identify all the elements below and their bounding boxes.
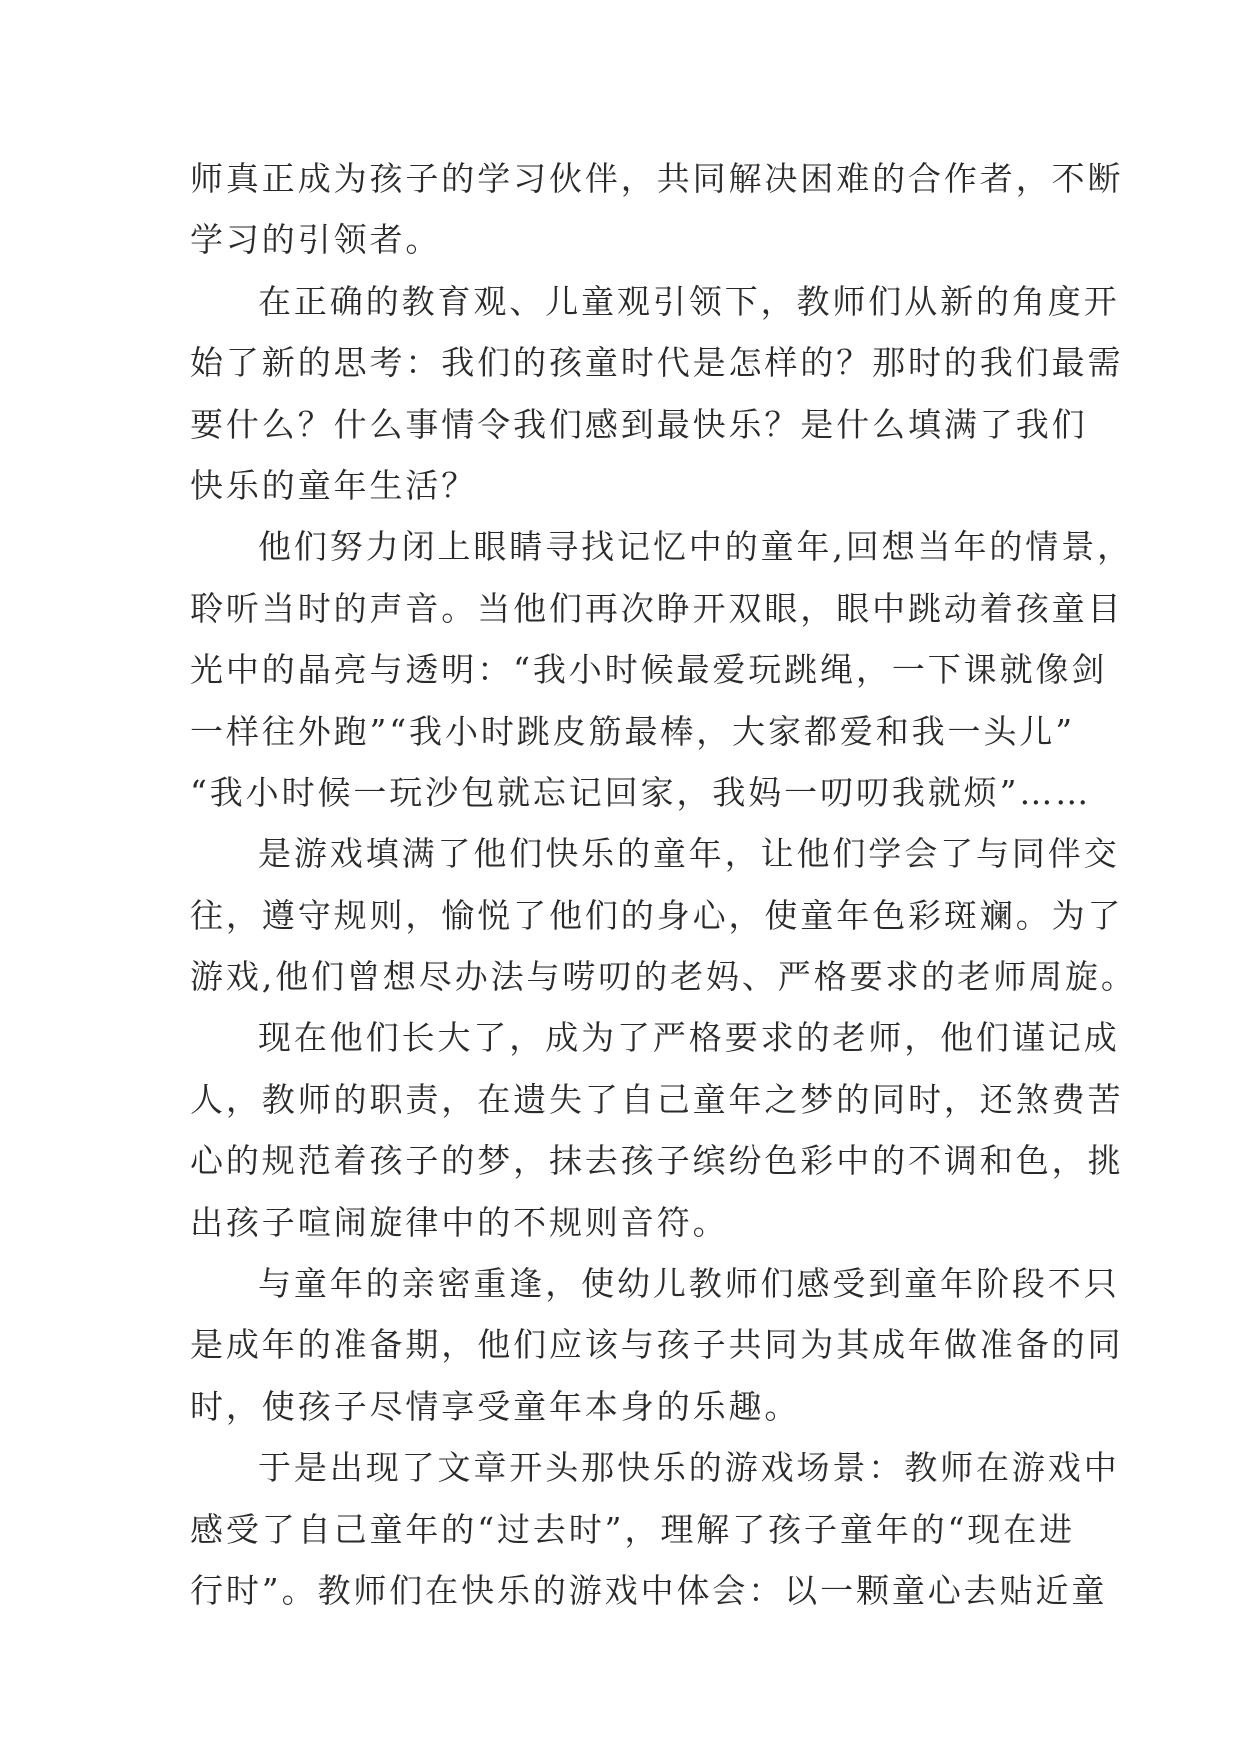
text-line: 往，遵守规则，愉悦了他们的身心，使童年色彩斑斓。为了 [190, 895, 1124, 935]
paragraph-first-line: 是游戏填满了他们快乐的童年，让他们学会了与同伴交 [258, 834, 1120, 874]
text-line: 光中的晶亮与透明：“我小时候最爱玩跳绳，一下课就像剑 [190, 650, 1108, 690]
text-line: 心的规范着孩子的梦，抹去孩子缤纷色彩中的不调和色，挑 [190, 1141, 1124, 1181]
body-text [190, 148, 1137, 1621]
text-line: 要什么？什么事情令我们感到最快乐？是什么填满了我们 [190, 404, 1088, 444]
paragraph-first-line: 现在他们长大了，成为了严格要求的老师，他们谨记成 [258, 1018, 1120, 1058]
text-line: 学习的引领者。 [190, 220, 442, 260]
text-line: 出孩子喧闹旋律中的不规则音符。 [190, 1202, 729, 1242]
text-line: 游戏,他们曾想尽办法与唠叨的老妈、严格要求的老师周旋。 [190, 957, 1137, 997]
text-line: 聆听当时的声音。当他们再次睁开双眼，眼中跳动着孩童目 [190, 588, 1124, 628]
text-line: 行时”。教师们在快乐的游戏中体会：以一颗童心去贴近童 [190, 1570, 1108, 1610]
text-line: 时，使孩子尽情享受童年本身的乐趣。 [190, 1386, 801, 1426]
paragraph-first-line: 于是出现了文章开头那快乐的游戏场景：教师在游戏中 [258, 1448, 1120, 1488]
text-line: 感受了自己童年的“过去时”，理解了孩子童年的“现在进 [190, 1509, 1076, 1549]
paragraph-first-line: 在正确的教育观、儿童观引领下，教师们从新的角度开 [258, 281, 1120, 321]
paragraph-first-line: 他们努力闭上眼睛寻找记忆中的童年,回想当年的情景， [258, 527, 1133, 567]
paragraph-first-line: 与童年的亲密重逢，使幼儿教师们感受到童年阶段不只 [258, 1264, 1120, 1304]
text-line: 一样往外跑”“我小时跳皮筋最棒，大家都爱和我一头儿” [190, 711, 1076, 751]
text-line: 人，教师的职责，在遗失了自己童年之梦的同时，还煞费苦 [190, 1079, 1124, 1119]
text-line: “我小时候一玩沙包就忘记回家，我妈一叨叨我就烦”…… [190, 772, 1092, 812]
text-line: 始了新的思考：我们的孩童时代是怎样的？那时的我们最需 [190, 343, 1124, 383]
text-line: 快乐的童年生活？ [190, 465, 478, 505]
text-line: 师真正成为孩子的学习伙伴，共同解决困难的合作者，不断 [190, 159, 1124, 198]
text-line: 是成年的准备期，他们应该与孩子共同为其成年做准备的同 [190, 1325, 1124, 1365]
